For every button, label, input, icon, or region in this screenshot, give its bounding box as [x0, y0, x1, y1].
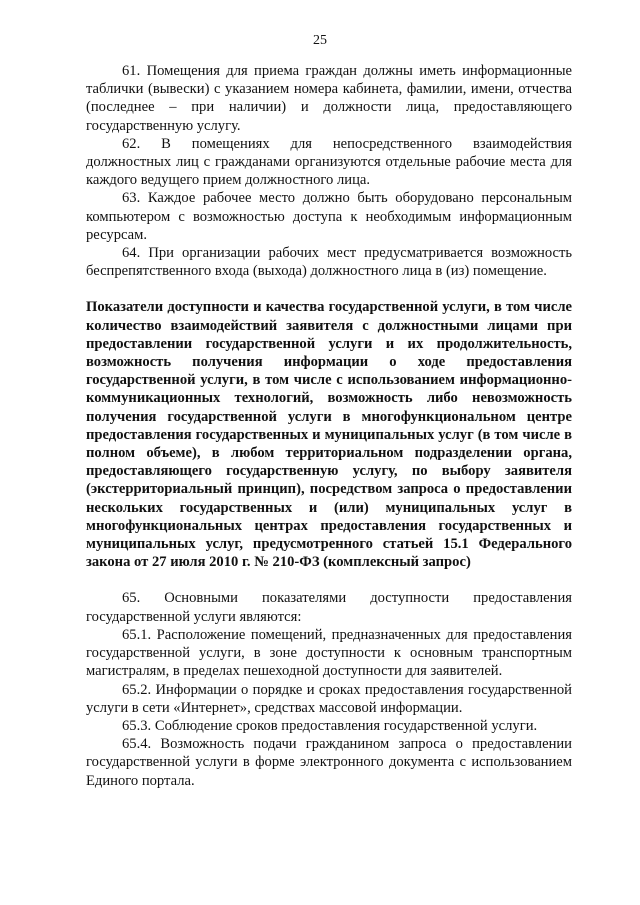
paragraph-65-2: 65.2. Информации о порядке и сроках предоставления государственной услуги в сети «Интернет», средствах массовой информации.: [86, 681, 572, 716]
page-number: 25: [313, 33, 327, 48]
document-body: [86, 62, 572, 790]
paragraph-63: 63. Каждое рабочее место должно быть оборудовано персональным компьютером с возможностью доступа к необходимым информационным ресурсам.: [86, 190, 572, 243]
paragraph-65-3: 65.3. Соблюдение сроков предоставления государственной услуги.: [122, 717, 538, 734]
paragraph-65: 65. Основными показателями доступности предоставления государственной услуги являются:: [86, 590, 572, 625]
paragraph-61: 61. Помещения для приема граждан должны иметь информационные таблички (вывески) с указанием номера кабинета, фамилии, имени, отчества (последнее – при наличии) и должности лица, предоставляющего государственную услугу.: [86, 63, 572, 134]
paragraph-62: 62. В помещениях для непосредственного взаимодействия должностных лиц с гражданами организуются отдельные рабочие места для каждого ведущего прием должностного лица.: [86, 135, 572, 189]
paragraph-65-4: 65.4. Возможность подачи гражданином запроса о предоставлении государственной услуги в форме электронного документа с использованием Единого портала.: [86, 736, 572, 789]
paragraph-64: 64. При организации рабочих мест предусматривается возможность беспрепятственного входа (выхода) должностного лица в (из) помещение.: [86, 245, 572, 280]
section-heading: Показатели доступности и качества государственной услуги, в том числе количество взаимодействий заявителя с должностными лицами при предоставлении государственной услуги и их продолжительность, возможность получения информации о ходе предоставления государственной услуги, в том числе с использованием информационно-коммуникационных технологий, возможность либо невозможность получения государственной услуги в многофункциональном центре предоставления государственных и муниципальных услуг (в том числе в полном объеме), в любом территориальном подразделении органа, предоставляющего государственную услугу, по выбору заявителя (экстерриториальный принцип), посредством запроса о предоставлении нескольких государственных и (или) муниципальных услуг в многофункциональных центрах предоставления государственных и муниципальных услуг, предусмотренного статьей 15.1 Федерального закона от 27 июля 2010 г. № 210-ФЗ (комплексный запрос): [86, 299, 572, 571]
paragraph-65-1: 65.1. Расположение помещений, предназначенных для предоставления государственной услуги, в зоне доступности к основным транспортным магистралям, в пределах пешеходной доступности для заявителей.: [86, 626, 572, 680]
